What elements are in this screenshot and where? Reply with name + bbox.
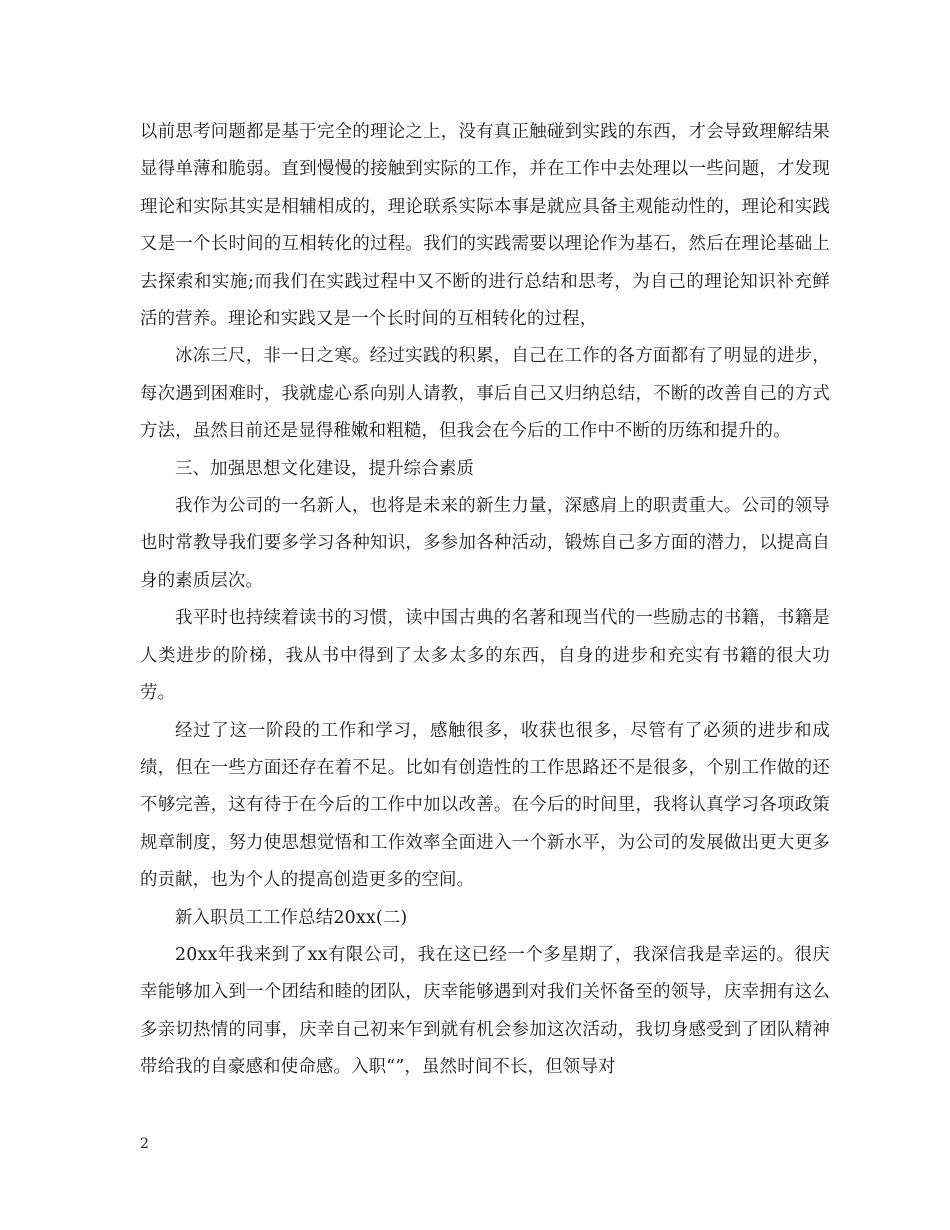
paragraph-8: 20xx年我来到了xx有限公司，我在这已经一个多星期了，我深信我是幸运的。很庆幸能够加入到一个团结和睦的团队，庆幸能够遇到对我们关怀备至的领导，庆幸拥有这么多亲切热情的同事，庆幸自己初来乍到就有机会参加这次活动，我切身感受到了团队精神带给我的自豪感和使命感。入职“”，虽然时间不长，但领导对: [140, 944, 830, 1078]
paragraph-6: 经过了这一阶段的工作和学习，感触很多，收获也很多，尽管有了必须的进步和成绩，但在一些方面还存在着不足。比如有创造性的工作思路还不是很多，个别工作做的还不够完善，这有待于在今后的工作中加以改善。在今后的时间里，我将认真学习各项政策规章制度，努力使思想觉悟和工作效率全面进入一个新水平，为公司的发展做出更大更多的贡献，也为个人的提高创造更多的空间。: [140, 720, 830, 891]
page-number: 2: [140, 1136, 149, 1152]
section-heading-3: 三、加强思想文化建设，提升综合素质: [175, 458, 475, 479]
paragraph-2: 冰冻三尺，非一日之寒。经过实践的积累，自己在工作的各方面都有了明显的进步，每次遇到困难时，我就虚心系向别人请教，事后自己又归纳总结，不断的改善自己的方式方法，虽然目前还是显得稚嫩和粗糙，但我会在今后的工作中不断的历练和提升的。: [140, 346, 830, 442]
document-body: [140, 114, 830, 1087]
section-heading-summary-2: 新入职员工工作总结20xx(二): [175, 907, 408, 928]
paragraph-1: 以前思考问题都是基于完全的理论之上，没有真正触碰到实践的东西，才会导致理解结果显得单薄和脆弱。直到慢慢的接触到实际的工作，并在工作中去处理以一些问题，才发现理论和实际其实是相辅相成的，理论联系实际本事是就应具备主观能动性的，理论和实践又是一个长时间的互相转化的过程。我们的实践需要以理论作为基石，然后在理论基础上去探索和实施;而我们在实践过程中又不断的进行总结和思考，为自己的理论知识补充鲜活的营养。理论和实践又是一个长时间的互相转化的过程，: [140, 122, 830, 330]
paragraph-5: 我平时也持续着读书的习惯，读中国古典的名著和现当代的一些励志的书籍，书籍是人类进步的阶梯，我从书中得到了太多太多的东西，自身的进步和充实有书籍的很大功劳。: [140, 608, 830, 704]
paragraph-4: 我作为公司的一名新人，也将是未来的新生力量，深感肩上的职责重大。公司的领导也时常教导我们要多学习各种知识，多参加各种活动，锻炼自己多方面的潜力，以提高自身的素质层次。: [140, 496, 830, 591]
